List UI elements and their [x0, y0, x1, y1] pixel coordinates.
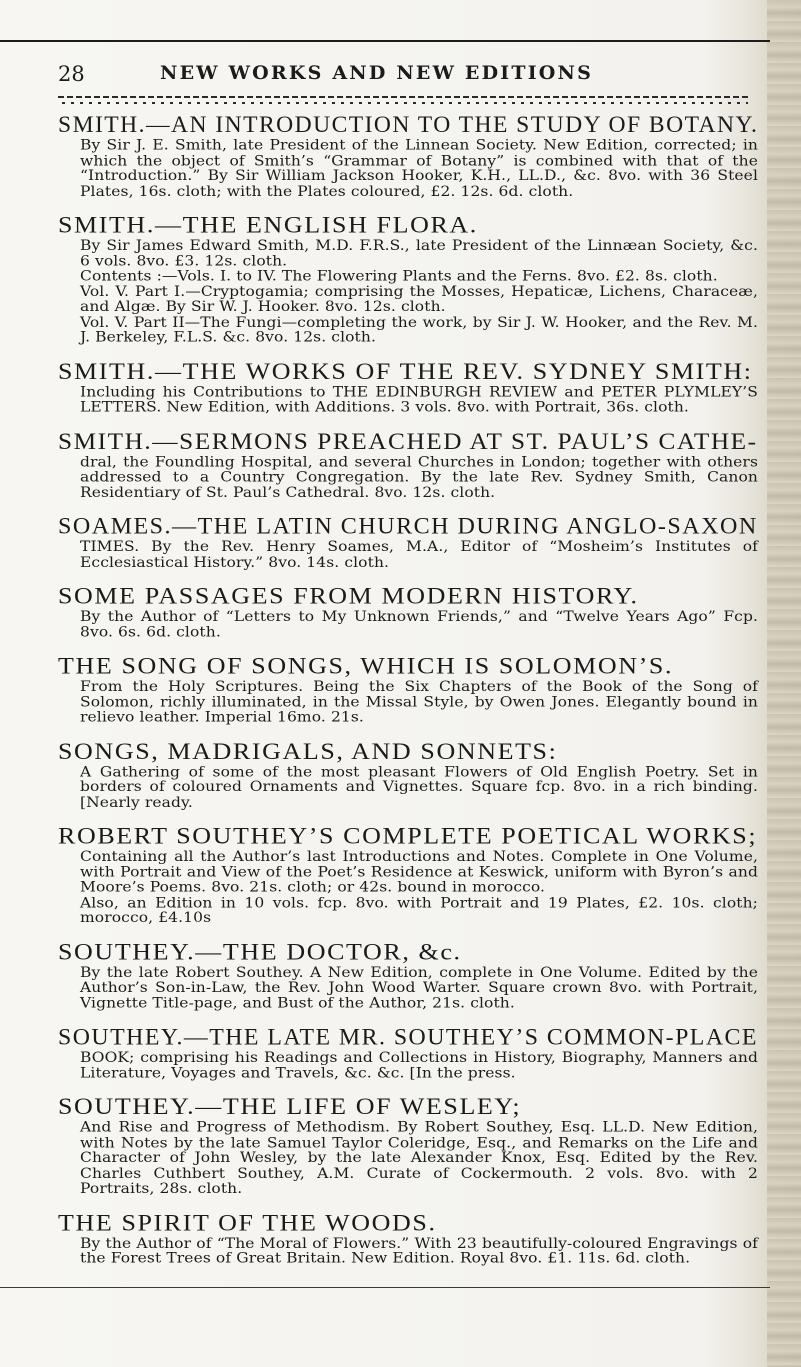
entry-description: And Rise and Progress of Methodism. By Robert Southey, Esq. LL.D. New Edition, with Notes by the late Samuel Taylor Coleridge, Esq., and Remarks on the Life and Character of John Wesley, by the late Alexander Knox, Esq. Edited by the Rev. Charles Cuthbert Southey, A.M. Curate of Cockermouth. 2 vols. 8vo. with 2 Portraits, 28s. cloth.: [80, 1119, 758, 1197]
catalogue-entry: [58, 212, 758, 345]
entry-description: From the Holy Scriptures. Being the Six Chapters of the Book of the Song of Solomon, richly illuminated, in the Missal Style, by Owen Jones. Elegantly bound in relievo leather. Imperial 16mo. 21s.: [80, 678, 758, 725]
running-title: NEW WORKS AND NEW EDITIONS: [160, 62, 594, 84]
top-rule: [0, 40, 770, 42]
catalogue-entry: [58, 514, 758, 571]
entry-description: Including his Contributions to THE EDINBURGH REVIEW and PETER PLYMLEY’S LETTERS. New Edition, with Additions. 3 vols. 8vo. with Portrait, 36s. cloth.: [80, 383, 758, 415]
catalogue-entry: [58, 738, 758, 810]
entry-title: SOUTHEY.—THE DOCTOR, &c.: [58, 939, 462, 965]
page-number: 28: [58, 62, 85, 86]
entry-description: By Sir J. E. Smith, late President of the Linnean Society. New Edition, corrected; in which the object of Smith’s “Grammar of Botany” is combined with that of the “Introduction.” By Sir William Jackson Hooker, K.H., LL.D., &c. 8vo. with 36 Steel Plates, 16s. cloth; with the Plates coloured, £2. 12s. 6d. cloth.: [80, 137, 758, 199]
catalogue-entry: [58, 359, 758, 416]
bottom-rule: [0, 1287, 770, 1288]
entry-description: By the late Robert Southey. A New Edition, complete in One Volume. Edited by the Author’s Son-in-Law, the Rev. John Wood Warter. Square crown 8vo. with Portrait, Vignette Title-page, and Bust of the Author, 21s. cloth.: [80, 964, 758, 1011]
entry-title: SMITH.—THE WORKS OF THE REV. SYDNEY SMITH:: [58, 358, 753, 384]
catalogue-entry: [58, 1210, 758, 1267]
catalogue-entry: [58, 823, 758, 926]
page-edge-shadow: [767, 0, 801, 1367]
entry-description: Contents :—Vols. I. to IV. The Flowering Plants and the Ferns. 8vo. £2. 8s. cloth.: [80, 268, 718, 284]
entry-title: SONGS, MADRIGALS, AND SONNETS:: [58, 738, 558, 764]
entry-description: By the Author of “The Moral of Flowers.” With 23 beautifully-coloured Engravings of the Forest Trees of Great Britain. New Edition. Royal 8vo. £1. 11s. 6d. cloth.: [80, 1235, 758, 1267]
catalogue-entry: [58, 583, 758, 640]
ornamental-rule: [58, 96, 748, 104]
entry-title: SOAMES.—THE LATIN CHURCH DURING ANGLO-SAXON: [58, 513, 758, 539]
entry-title: SMITH.—THE ENGLISH FLORA.: [58, 212, 478, 238]
entry-description: A Gathering of some of the most pleasant Flowers of Old English Poetry. Set in borders of coloured Ornaments and Vignettes. Square fcp. 8vo. in a rich binding. [Nearly ready.: [80, 763, 758, 810]
entry-title: SMITH.—AN INTRODUCTION TO THE STUDY OF BOTANY.: [58, 112, 759, 138]
entry-description: Vol. V. Part I.—Cryptogamia; comprising the Mosses, Hepaticæ, Lichens, Characeæ, and Algæ. By Sir W. J. Hooker. 8vo. 12s. cloth.: [80, 283, 758, 315]
entry-description: Containing all the Author’s last Introductions and Notes. Complete in One Volume, with Portrait and View of the Poet’s Residence at Keswick, uniform with Byron’s and Moore’s Poems. 8vo. 21s. cloth; or 42s. bound in morocco.: [80, 848, 758, 896]
catalogue-entry: [58, 112, 758, 199]
entry-description: TIMES. By the Rev. Henry Soames, M.A., Editor of “Mosheim’s Institutes of Ecclesiastical History.” 8vo. 14s. cloth.: [80, 538, 758, 570]
entry-title: SOME PASSAGES FROM MODERN HISTORY.: [58, 583, 639, 609]
catalogue-entry: [58, 653, 758, 725]
entry-title: SOUTHEY.—THE LIFE OF WESLEY;: [58, 1094, 522, 1120]
entry-description: Also, an Edition in 10 vols. fcp. 8vo. with Portrait and 19 Plates, £2. 10s. cloth; morocco, £4.10s: [80, 894, 758, 926]
entry-description: By the Author of “Letters to My Unknown Friends,” and “Twelve Years Ago” Fcp. 8vo. 6s. 6d. cloth.: [80, 608, 758, 640]
entry-description: dral, the Foundling Hospital, and several Churches in London; together with others addressed to a Country Congregation. By the late Rev. Sydney Smith, Canon Residentiary of St. Paul’s Cathedral. 8vo. 12s. cloth.: [80, 453, 758, 501]
entry-title: SOUTHEY.—THE LATE MR. SOUTHEY’S COMMON-PLACE: [58, 1024, 758, 1050]
entry-description: Vol. V. Part II—The Fungi—completing the work, by Sir J. W. Hooker, and the Rev. M. J. Berkeley, F.L.S. &c. 8vo. 12s. cloth.: [80, 314, 758, 346]
catalogue-entry: [58, 939, 758, 1011]
entry-title: ROBERT SOUTHEY’S COMPLETE POETICAL WORKS;: [58, 823, 758, 849]
catalogue-entries: [58, 112, 758, 1280]
catalogue-entry: [58, 1094, 758, 1197]
entry-title: THE SPIRIT OF THE WOODS.: [58, 1209, 437, 1236]
page-header: [58, 56, 758, 84]
entry-title: SMITH.—SERMONS PREACHED AT ST. PAUL’S CATHE-: [58, 428, 758, 454]
entry-description: By Sir James Edward Smith, M.D. F.R.S., late President of the Linnæan Society, &c. 6 vols. 8vo. £3. 12s. cloth.: [80, 237, 758, 269]
catalogue-entry: [58, 428, 758, 500]
entry-title: THE SONG OF SONGS, WHICH IS SOLOMON’S.: [58, 653, 674, 679]
entry-description: BOOK; comprising his Readings and Collections in History, Biography, Manners and Literature, Voyages and Travels, &c. &c. [In the press.: [80, 1049, 758, 1081]
catalogue-entry: [58, 1024, 758, 1081]
